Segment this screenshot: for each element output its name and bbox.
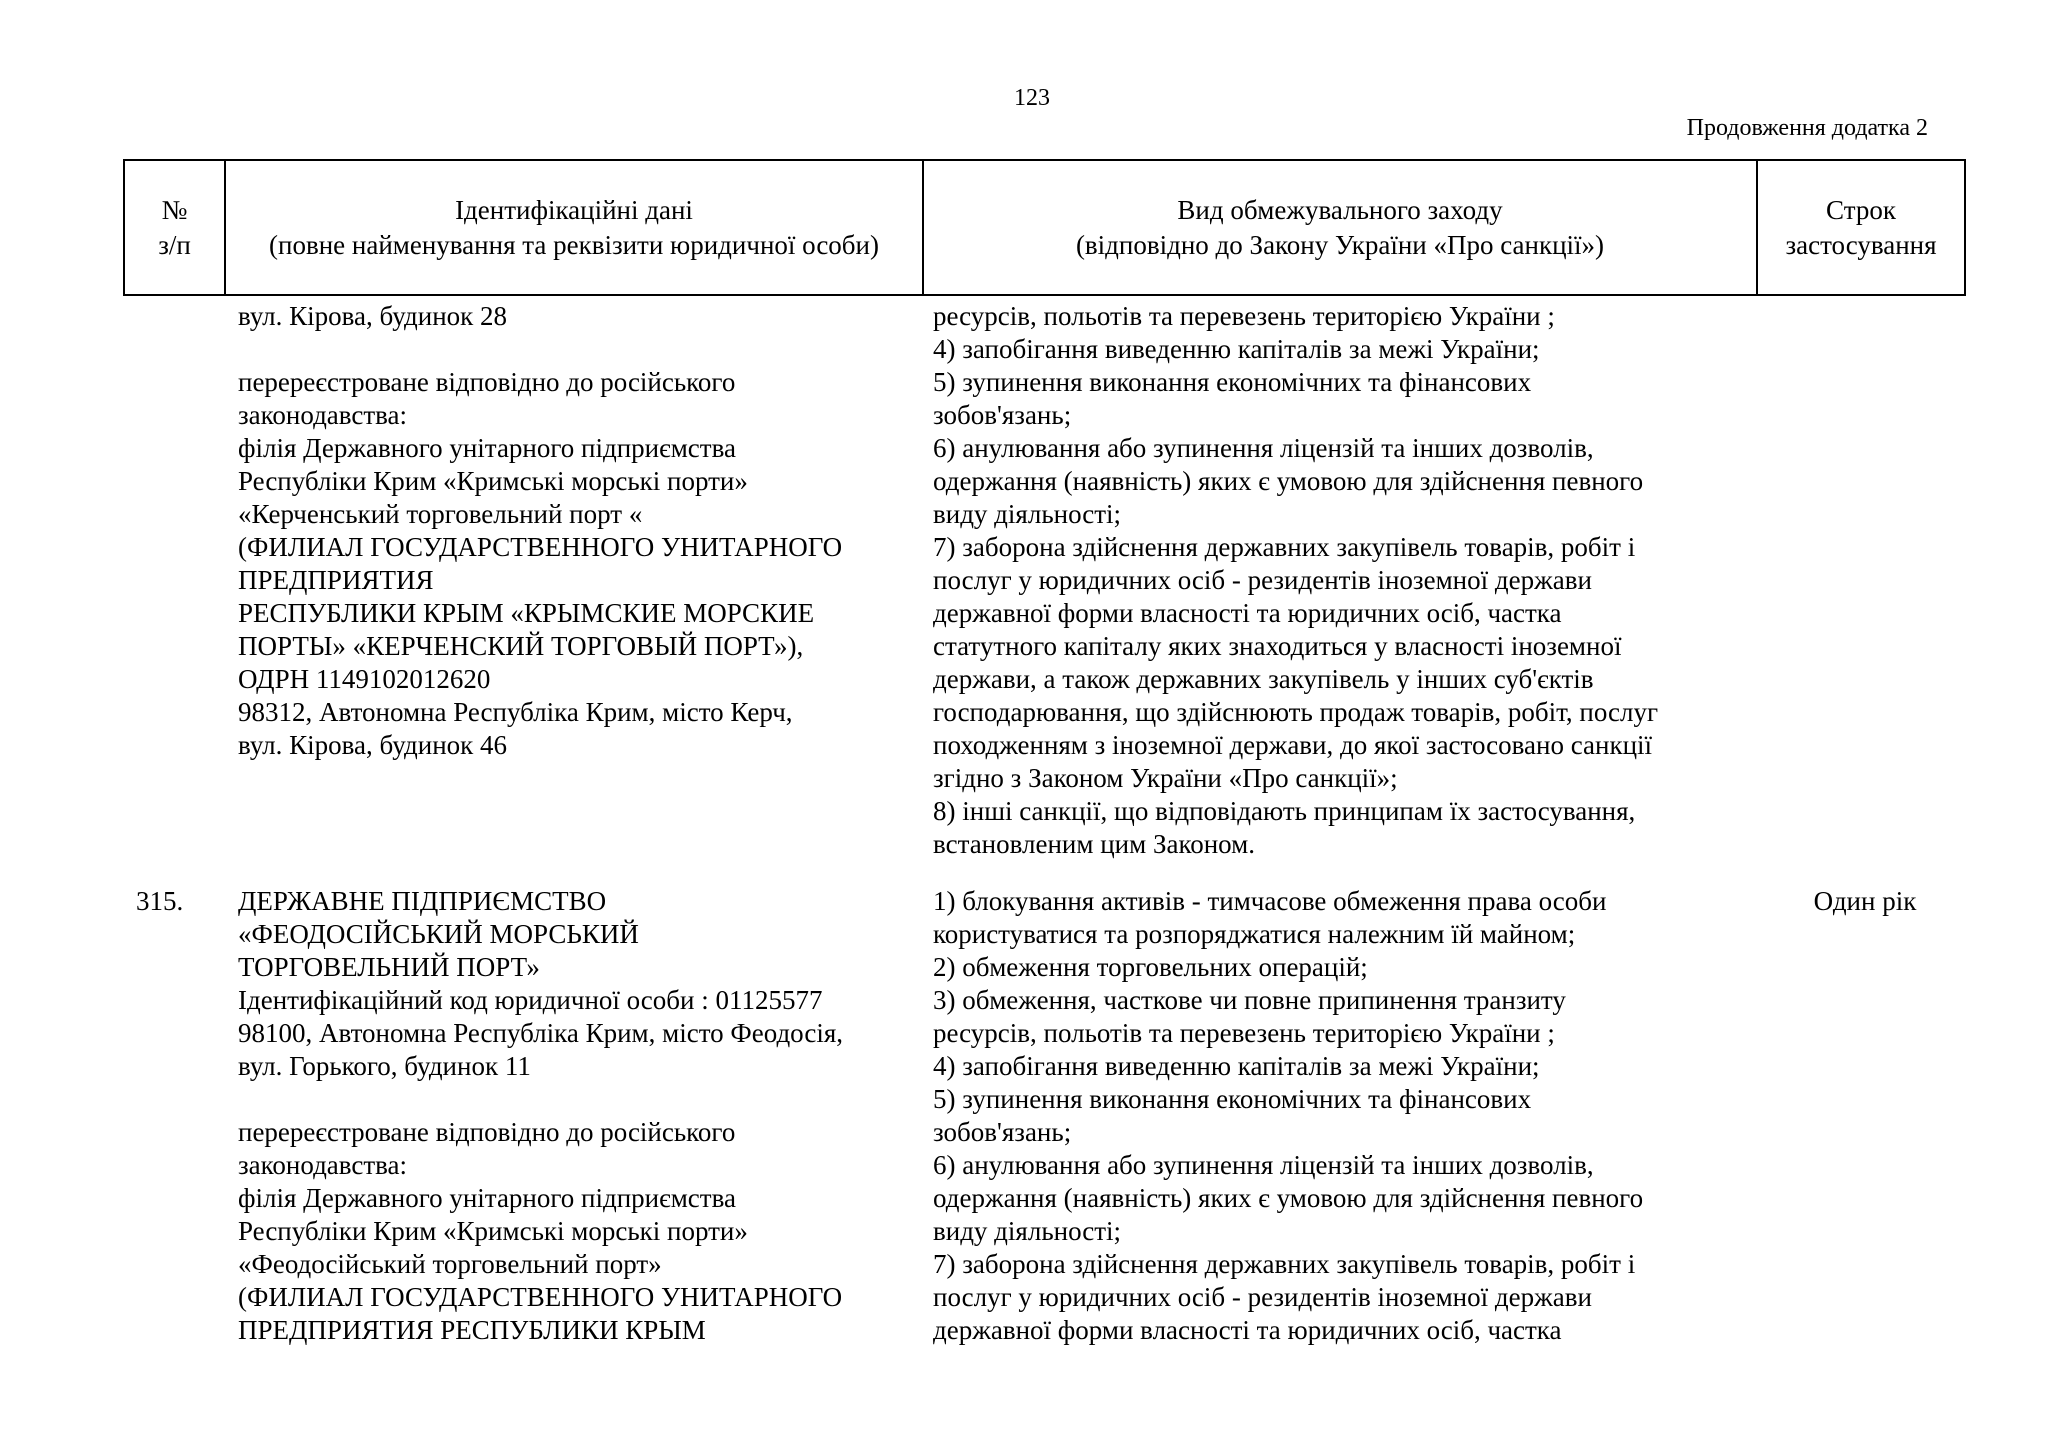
measure-line: 7) заборона здійснення державних закупівель товарів, робіт і: [933, 532, 1636, 562]
measure-line: 8) інші санкції, що відповідають принципам їх застосування,: [933, 796, 1636, 826]
header-ident: [226, 161, 924, 294]
ident-line: ПРЕДПРИЯТИЯ: [238, 565, 434, 595]
measure-line: 1) блокування активів - тимчасове обмеження права особи: [933, 886, 1607, 916]
measure-line: статутного капіталу яких знаходиться у власності іноземної: [933, 631, 1622, 661]
ident-line: ДЕРЖАВНЕ ПІДПРИЄМСТВО: [238, 886, 607, 916]
measure-line: одержання (наявність) яких є умовою для здійснення певного: [933, 466, 1644, 496]
row-term: Один рік: [1813, 886, 1917, 916]
ident-line: законодавства:: [238, 1150, 408, 1180]
header-number-line: №: [161, 194, 188, 225]
header-number: [125, 161, 226, 294]
header-term-line: Строк: [1826, 194, 1896, 225]
measure-line: господарювання, що здійснюють продаж товарів, робіт, послуг: [933, 697, 1659, 727]
measure-line: 4) запобігання виведенню капіталів за межі України;: [933, 1051, 1540, 1081]
ident-line: перереєстроване відповідно до російського: [238, 367, 736, 397]
row-ident: [238, 300, 918, 762]
ident-line: (ФИЛИАЛ ГОСУДАРСТВЕННОГО УНИТАРНОГО: [238, 532, 843, 562]
row-ident: [238, 885, 918, 1347]
measure-line: одержання (наявність) яких є умовою для здійснення певного: [933, 1183, 1644, 1213]
measure-line: послуг у юридичних осіб - резидентів іноземної держави: [933, 1282, 1592, 1312]
header-term-line: застосування: [1785, 229, 1937, 260]
ident-line: перереєстроване відповідно до російського: [238, 1117, 736, 1147]
ident-line: 98312, Автономна Республіка Крим, місто Керч,: [238, 697, 793, 727]
row-measures: [933, 300, 1763, 861]
ident-line: ПРЕДПРИЯТИЯ РЕСПУБЛИКИ КРЫМ: [238, 1315, 706, 1345]
measure-line: 5) зупинення виконання економічних та фінансових: [933, 367, 1532, 397]
ident-line: «ФЕОДОСІЙСЬКИЙ МОРСЬКИЙ: [238, 919, 639, 949]
ident-line: філія Державного унітарного підприємства: [238, 1183, 736, 1213]
header-ident-line: Ідентифікаційні дані: [455, 194, 693, 225]
ident-line: Ідентифікаційний код юридичної особи : 01125577: [238, 985, 823, 1015]
ident-line: ПОРТЫ» «КЕРЧЕНСКИЙ ТОРГОВЫЙ ПОРТ»),: [238, 631, 804, 661]
measure-line: 6) анулювання або зупинення ліцензій та інших дозволів,: [933, 433, 1594, 463]
measure-line: виду діяльності;: [933, 499, 1122, 529]
row-number: 315.: [136, 886, 184, 916]
measure-line: 7) заборона здійснення державних закупівель товарів, робіт і: [933, 1249, 1636, 1279]
measure-line: 5) зупинення виконання економічних та фінансових: [933, 1084, 1532, 1114]
measure-line: згідно з Законом України «Про санкції»;: [933, 763, 1398, 793]
header-measure: [924, 161, 1758, 294]
ident-line: «Керченський торговельний порт «: [238, 499, 643, 529]
ident-line: Республіки Крим «Кримські морські порти»: [238, 1216, 748, 1246]
ident-line: ТОРГОВЕЛЬНИЙ ПОРТ»: [238, 952, 540, 982]
header-measure-line: (відповідно до Закону України «Про санкції»): [1075, 229, 1605, 260]
ident-line: [238, 1083, 918, 1116]
measure-line: 6) анулювання або зупинення ліцензій та інших дозволів,: [933, 1150, 1594, 1180]
measure-line: користуватися та розпоряджатися належним їй майном;: [933, 919, 1576, 949]
ident-line: «Феодосійський торговельний порт»: [238, 1249, 662, 1279]
measure-line: держави, а також державних закупівель у інших суб'єктів: [933, 664, 1594, 694]
measure-line: походженням з іноземної держави, до якої застосовано санкції: [933, 730, 1653, 760]
measure-line: встановленим цим Законом.: [933, 829, 1255, 859]
measure-line: виду діяльності;: [933, 1216, 1122, 1246]
page-number: 123: [1014, 85, 1050, 111]
measure-line: 4) запобігання виведенню капіталів за межі України;: [933, 334, 1540, 364]
measure-line: зобов'язань;: [933, 400, 1072, 430]
ident-line: філія Державного унітарного підприємства: [238, 433, 736, 463]
ident-line: законодавства:: [238, 400, 408, 430]
ident-line: (ФИЛИАЛ ГОСУДАРСТВЕННОГО УНИТАРНОГО: [238, 1282, 843, 1312]
ident-line: 98100, Автономна Республіка Крим, місто Феодосія,: [238, 1018, 844, 1048]
ident-line: Республіки Крим «Кримські морські порти»: [238, 466, 748, 496]
measure-line: державної форми власності та юридичних осіб, частка: [933, 598, 1562, 628]
ident-line: вул. Горького, будинок 11: [238, 1051, 531, 1081]
header-number-line: з/п: [158, 229, 191, 260]
measure-line: ресурсів, польотів та перевезень територією України ;: [933, 1018, 1555, 1048]
ident-line: вул. Кірова, будинок 46: [238, 730, 508, 760]
header-term: [1758, 161, 1964, 294]
ident-line: вул. Кірова, будинок 28: [238, 301, 508, 331]
ident-line: ОДРН 1149102012620: [238, 664, 491, 694]
ident-line: [238, 333, 918, 366]
measure-line: послуг у юридичних осіб - резидентів іноземної держави: [933, 565, 1592, 595]
continuation-label: Продовження додатка 2: [1686, 115, 1928, 141]
measure-line: державної форми власності та юридичних осіб, частка: [933, 1315, 1562, 1345]
header-measure-line: Вид обмежувального заходу: [1177, 194, 1503, 225]
table-header: [123, 159, 1966, 296]
measure-line: 2) обмеження торговельних операцій;: [933, 952, 1368, 982]
row-measures: [933, 885, 1763, 1347]
ident-line: РЕСПУБЛИКИ КРЫМ «КРЫМСКИЕ МОРСКИЕ: [238, 598, 815, 628]
measure-line: 3) обмеження, часткове чи повне припинення транзиту: [933, 985, 1566, 1015]
measure-line: зобов'язань;: [933, 1117, 1072, 1147]
measure-line: ресурсів, польотів та перевезень територією України ;: [933, 301, 1555, 331]
header-ident-line: (повне найменування та реквізити юридичної особи): [269, 229, 879, 260]
